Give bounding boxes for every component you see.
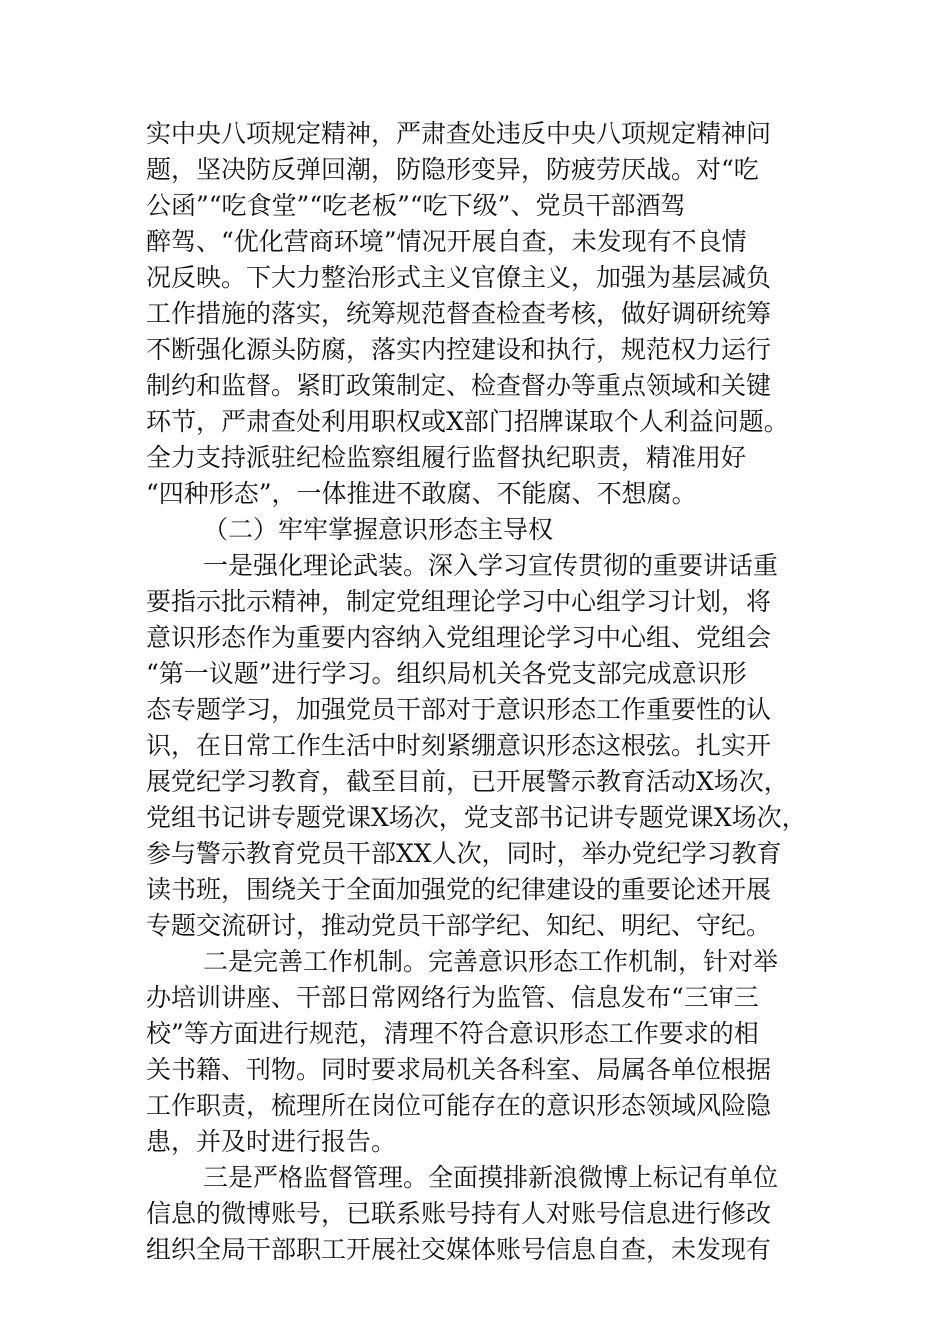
body-text-line: 况反映。下大力整治形式主义官僚主义，加强为基层减负 <box>146 263 772 292</box>
paragraph-first-line: 一是强化理论武装。深入学习宣传贯彻的重要讲话重 <box>203 551 779 580</box>
body-text-line: 关书籍、刊物。同时要求局机关各科室、局属各单位根据 <box>146 1055 772 1084</box>
body-text-line: 醉驾、“优化营商环境”情况开展自查，未发现有不良情 <box>146 227 747 256</box>
paragraph-first-line: 二是完善工作机制。完善意识形态工作机制，针对举 <box>203 947 779 976</box>
body-text-line: 识，在日常工作生活中时刻紧绷意识形态这根弦。扎实开 <box>146 731 772 760</box>
body-text-line: 患，并及时进行报告。 <box>146 1127 397 1156</box>
body-text-line: 读书班，围绕关于全面加强党的纪律建设的重要论述开展 <box>146 875 772 904</box>
body-text-line: 公函”“吃食堂”“吃老板”“吃下级”、党员干部酒驾 <box>146 191 686 220</box>
body-text-line: 不断强化源头防腐，落实内控建设和执行，规范权力运行 <box>146 335 772 364</box>
paragraph-first-line: 三是严格监督管理。全面摸排新浪微博上标记有单位 <box>203 1163 779 1192</box>
body-text-line: 展党纪学习教育，截至目前，已开展警示教育活动X场次， <box>146 767 789 796</box>
body-text-line: 要指示批示精神，制定党组理论学习中心组学习计划，将 <box>146 587 772 616</box>
body-text-line: 参与警示教育党员干部XX人次，同时，举办党纪学习教育 <box>146 839 782 868</box>
body-text-line: 制约和监督。紧盯政策制定、检查督办等重点领域和关键 <box>146 371 772 400</box>
body-text-line: “第一议题”进行学习。组织局机关各党支部完成意识形 <box>146 659 747 688</box>
body-text-line: 信息的微博账号，已联系账号持有人对账号信息进行修改 <box>146 1199 772 1228</box>
body-text-line: 组织全局干部职工开展社交媒体账号信息自查，未发现有 <box>146 1235 772 1264</box>
body-text-line: 专题交流研讨，推动党员干部学纪、知纪、明纪、守纪。 <box>146 911 772 940</box>
body-text-line: 党组书记讲专题党课X场次，党支部书记讲专题党课X场次， <box>146 803 807 832</box>
body-text-line: 工作职责，梳理所在岗位可能存在的意识形态领域风险隐 <box>146 1091 772 1120</box>
body-text-line: 校”等方面进行规范，清理不符合意识形态工作要求的相 <box>146 1019 759 1048</box>
body-text-line: 全力支持派驻纪检监察组履行监督执纪职责，精准用好 <box>146 443 747 472</box>
body-text-line: “四种形态”，一体推进不敢腐、不能腐、不想腐。 <box>146 479 697 508</box>
body-text-line: 办培训讲座、干部日常网络行为监管、信息发布“三审三 <box>146 983 759 1012</box>
body-text-line: 环节，严肃查处利用职权或X部门招牌谋取个人利益问题。 <box>146 407 789 436</box>
section-heading: （二）牢牢掌握意识形态主导权 <box>203 515 554 544</box>
body-text-line: 题，坚决防反弹回潮，防隐形变异，防疲劳厌战。对“吃 <box>146 155 759 184</box>
body-text-line: 实中央八项规定精神，严肃查处违反中央八项规定精神问 <box>146 119 772 148</box>
body-text-line: 意识形态作为重要内容纳入党组理论学习中心组、党组会 <box>146 623 772 652</box>
body-text-line: 工作措施的落实，统筹规范督查检查考核，做好调研统筹 <box>146 299 772 328</box>
body-text-line: 态专题学习，加强党员干部对于意识形态工作重要性的认 <box>146 695 772 724</box>
